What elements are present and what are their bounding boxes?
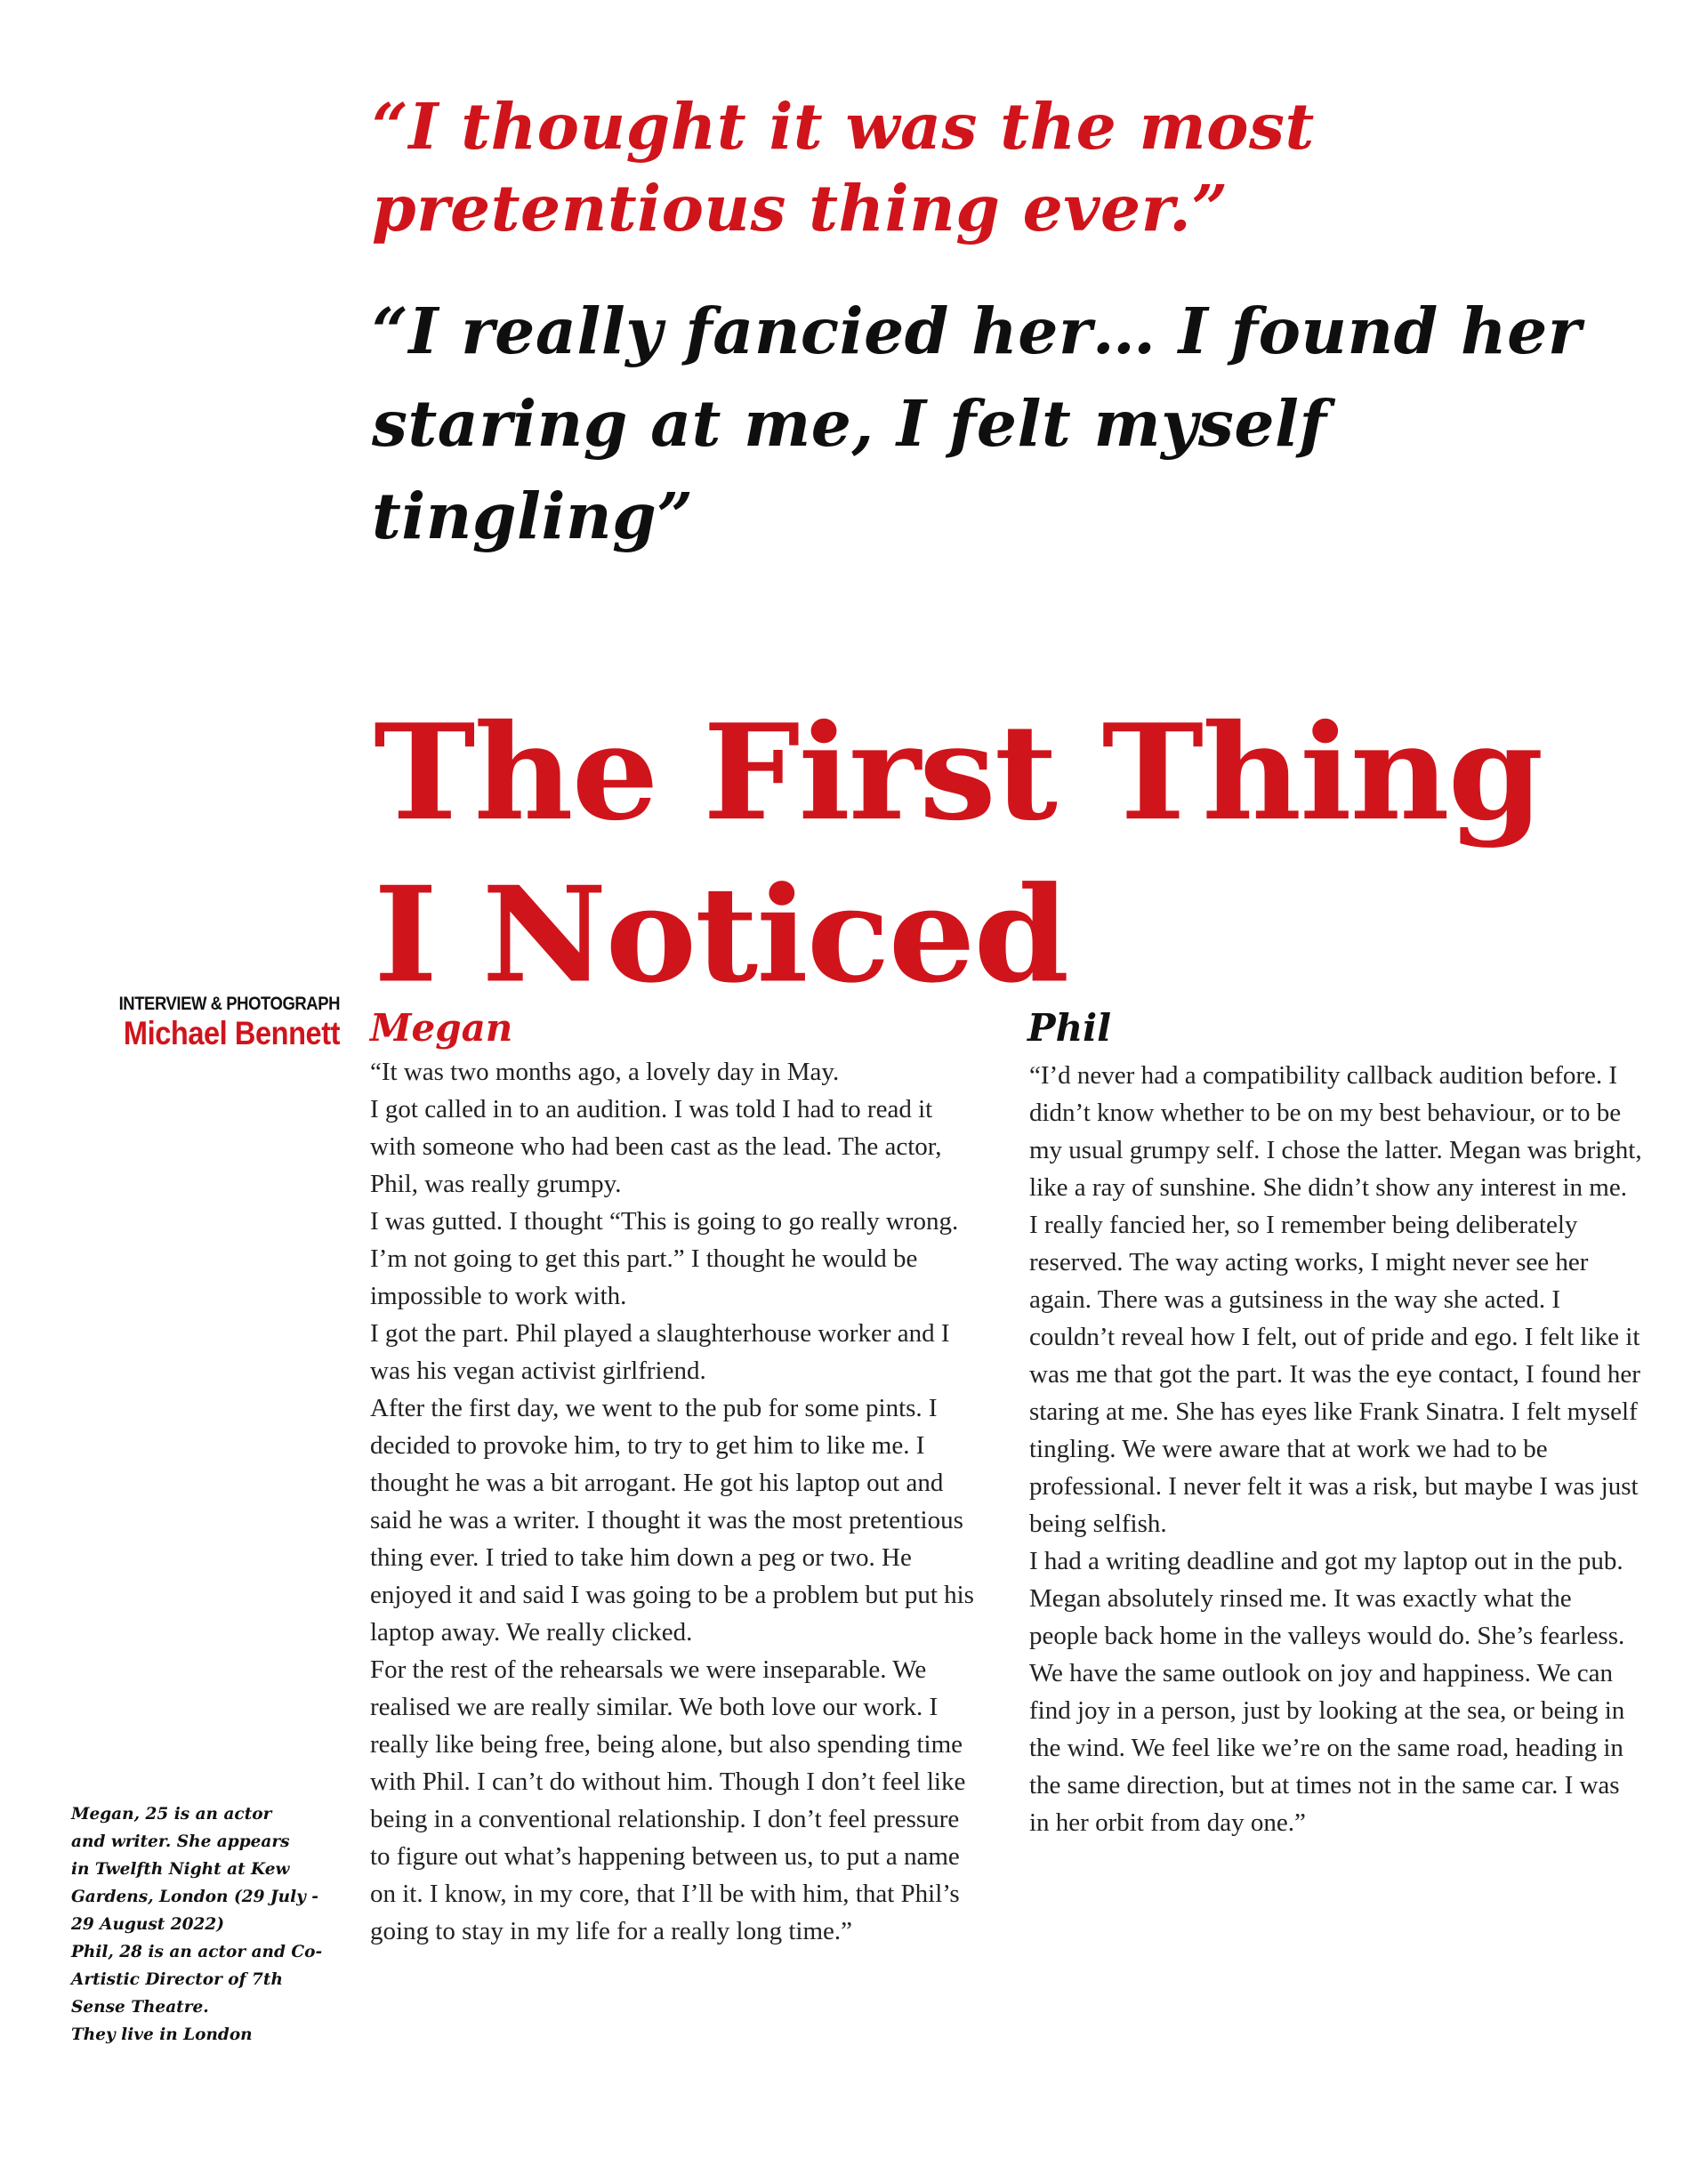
bio-phil: Phil, 28 is an actor and Co-Artistic Director of 7th Sense Theatre. bbox=[71, 1943, 323, 2017]
megan-body-text: “It was two months ago, a lovely day in May. I got called in to an audition. I was told I had to read it with someone who had been cast as the lead. The actor, Phil, was really grumpy. I was gutted. I thought “This is going to go really wrong. I’m not going to get this part.” I thought he would be impossible to work with. I got the part. Phil played a slaughterhouse worker and I was his vegan activist girlfriend. After the first day, we went to the pub for some pints. I decided to provoke him, to try to get him to like me. I thought he was a bit arrogant. He got his laptop out and said he was a writer. I thought it was the most pretentious thing ever. I tried to take him down a peg or two. He enjoyed it and said I was going to be a problem but put his laptop away. We really clicked. For the rest of the rehearsals we were inseparable. We realised we are really similar. We both love our work. I really like being free, being alone, but also spending time with Phil. I can’t do without him. Though I don’t feel like being in a conventional relationship. I don’t feel pressure to figure out what’s happening between us, to put a name on it. I know, in my core, that I’ll be with him, that Phil’s going to stay in my life for a really long time.” bbox=[370, 1058, 974, 1945]
megan-column bbox=[370, 1053, 984, 1950]
article-headline bbox=[374, 692, 1690, 1017]
byline-credit bbox=[73, 994, 340, 1052]
bio-location: They live in London bbox=[71, 2025, 253, 2044]
bio-caption bbox=[71, 1800, 329, 2049]
phil-column bbox=[1029, 1057, 1643, 1841]
headline-line-2: I Noticed bbox=[374, 858, 1068, 1012]
credit-label: INTERVIEW & PHOTOGRAPH bbox=[118, 994, 340, 1014]
megan-heading: Megan bbox=[370, 1006, 513, 1050]
phil-body-text: “I’d never had a compatibility callback audition before. I didn’t know whether to be on my best behaviour, or to be my usual grumpy self. I chose the latter. Megan was bright, like a ray of sunshine. She didn’t show any interest in me. I really fancied her, so I remember being deliberately reserved. The way acting works, I might never see her again. There was a gutsiness in the way she acted. I couldn’t reveal how I felt, out of pride and ego. I felt like it was me that got the part. It was the eye contact, I found her staring at me. She has eyes like Frank Sinatra. I felt myself tingling. We were aware that at work we had to be professional. I never felt it was a risk, but maybe I was just being selfish. I had a writing deadline and got my laptop out in the pub. Megan absolutely rinsed me. It was exactly what the people back home in the valleys would do. She’s fearless. We have the same outlook on joy and happiness. We can find joy in a person, just by looking at the sea, or being in the wind. We feel like we’re on the same road, heading in the same direction, but at times not in the same car. I was in her orbit from day one.” bbox=[1029, 1061, 1642, 1837]
pull-quote-black: “I really fancied her… I found her staring at me, I felt myself tingling” bbox=[372, 294, 1582, 553]
bio-megan: Megan, 25 is an actor and writer. She appears in Twelfth Night at Kew Gardens, London (29 July - 29 August 2022) bbox=[71, 1805, 318, 1934]
pull-quote-red: “I thought it was the most pretentious thing ever.” bbox=[372, 89, 1315, 246]
credit-name: Michael Bennett bbox=[123, 1015, 340, 1051]
phil-heading: Phil bbox=[1027, 1006, 1112, 1050]
headline-line-1: The First Thing bbox=[374, 695, 1543, 850]
